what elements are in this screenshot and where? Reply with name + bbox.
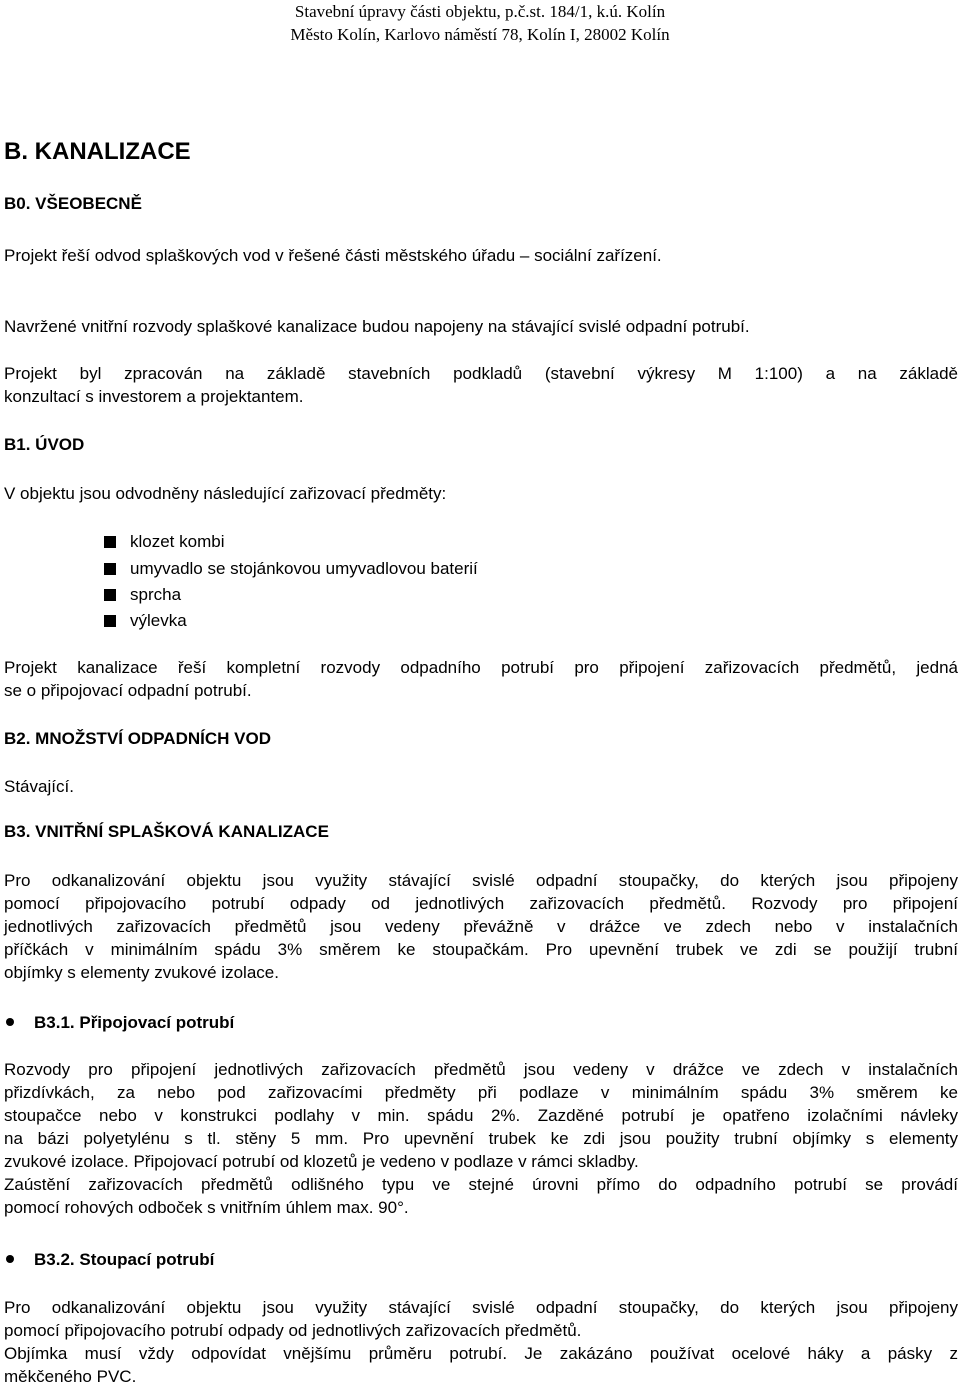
b32-paragraph: [4, 1296, 958, 1388]
b32-heading: B3.2. Stoupací potrubí: [4, 1248, 214, 1271]
square-bullet-icon: [104, 589, 116, 601]
b31-paragraph-line: přizdívkách, za nebo pod zařizovacími předměty při podlaze v minimálním spádu 3% směrem ke: [4, 1083, 958, 1102]
b3-paragraph-line: objímky s elementy zvukové izolace.: [4, 963, 279, 982]
b3-paragraph-line: příčkách v minimálním spádu 3% směrem ke stoupačkám. Pro upevnění trubek ve zdi se použijí trubní: [4, 940, 958, 959]
b3-paragraph-line: jednotlivých zařizovacích předmětů jsou vedeny převážně v drážce ve zdech nebo v instalačních: [4, 917, 958, 936]
square-bullet-icon: [104, 563, 116, 575]
b3-paragraph: [4, 869, 958, 984]
square-bullet-icon: [104, 615, 116, 627]
b2-heading: B2. MNOŽSTVÍ ODPADNÍCH VOD: [4, 729, 271, 748]
b0-paragraph-2: Navržené vnitřní rozvody splaškové kanalizace budou napojeny na stávající svislé odpadní potrubí.: [4, 317, 750, 336]
b2-text: Stávající.: [4, 777, 74, 796]
b31-paragraph-line: na bázi polyetylénu s tl. stěny 5 mm. Pro upevnění trubek ke zdi jsou použity trubní objímky s elementy: [4, 1129, 958, 1148]
round-bullet-icon: [6, 1018, 14, 1026]
square-bullet-icon: [104, 536, 116, 548]
round-bullet-icon: [6, 1255, 14, 1263]
fixture-list-item: sprcha: [104, 583, 181, 606]
b3-heading: B3. VNITŘNÍ SPLAŠKOVÁ KANALIZACE: [4, 822, 329, 841]
b0-paragraph-1: Projekt řeší odvod splaškových vod v řešené části městského úřadu – sociální zařízení.: [4, 246, 662, 265]
b1-paragraph-line: Projekt kanalizace řeší kompletní rozvody odpadního potrubí pro připojení zařizovacích předmětů, jedná: [4, 658, 958, 677]
b32-paragraph-line: Objímka musí vždy odpovídat vnějšímu průměru potrubí. Je zakázáno používat ocelové háky a pásky z: [4, 1344, 958, 1363]
b31-paragraph: [4, 1058, 958, 1219]
b1-paragraph: [4, 656, 958, 702]
b32-paragraph-line: Pro odkanalizování objektu jsou využity stávající svislé odpadní stoupačky, do kterých jsou připojeny: [4, 1298, 958, 1317]
b1-heading: B1. ÚVOD: [4, 435, 85, 454]
b31-paragraph-line: zvukové izolace. Připojovací potrubí od klozetů je vedeno v podlaze v rámci skladby.: [4, 1152, 639, 1171]
b31-paragraph-line: Zaústění zařizovacích předmětů odlišného typu ve stejné úrovni přímo do odpadního potrubí se provádí: [4, 1175, 958, 1194]
b0-paragraph-3: [4, 362, 958, 408]
fixture-list-item: výlevka: [104, 609, 187, 632]
b31-paragraph-line: Rozvody pro připojení jednotlivých zařizovacích předmětů jsou vedeny v drážce ve zdech v instalačních: [4, 1060, 958, 1079]
b1-paragraph-line: se o připojovací odpadní potrubí.: [4, 681, 252, 700]
b0-paragraph-3-line: konzultací s investorem a projektantem.: [4, 387, 304, 406]
b0-paragraph-3-line: Projekt byl zpracován na základě stavebních podkladů (stavební výkresy M 1:100) a na základě: [4, 364, 958, 383]
b31-paragraph-line: pomocí rohových odboček s vnitřním úhlem max. 90°.: [4, 1198, 409, 1217]
b32-paragraph-line: pomocí připojovacího potrubí odpady od jednotlivých zařizovacích předmětů.: [4, 1321, 582, 1340]
b3-paragraph-line: Pro odkanalizování objektu jsou využity stávající svislé odpadní stoupačky, do kterých jsou připojeny: [4, 871, 958, 890]
header-address-line: Město Kolín, Karlovo náměstí 78, Kolín I, 28002 Kolín: [290, 25, 670, 44]
fixture-list-item: klozet kombi: [104, 530, 224, 553]
header-project-line: Stavební úpravy části objektu, p.č.st. 184/1, k.ú. Kolín: [294, 2, 666, 21]
fixture-list-item: umyvadlo se stojánkovou umyvadlovou baterií: [104, 557, 478, 580]
section-title: B. KANALIZACE: [4, 138, 191, 165]
b3-paragraph-line: pomocí připojovacího potrubí odpady od jednotlivých zařizovacích předmětů. Rozvody pro připojení: [4, 894, 958, 913]
b32-paragraph-line: měkčeného PVC.: [4, 1367, 137, 1386]
document-header: [0, 0, 960, 46]
b1-intro: V objektu jsou odvodněny následující zařizovací předměty:: [4, 484, 447, 503]
b31-paragraph-line: stoupačce nebo v konstrukci podlahy v min. spádu 2%. Zazděné potrubí je opatřeno izolačními návleky: [4, 1106, 958, 1125]
b31-heading: B3.1. Připojovací potrubí: [4, 1011, 234, 1034]
b0-heading: B0. VŠEOBECNĚ: [4, 194, 142, 213]
